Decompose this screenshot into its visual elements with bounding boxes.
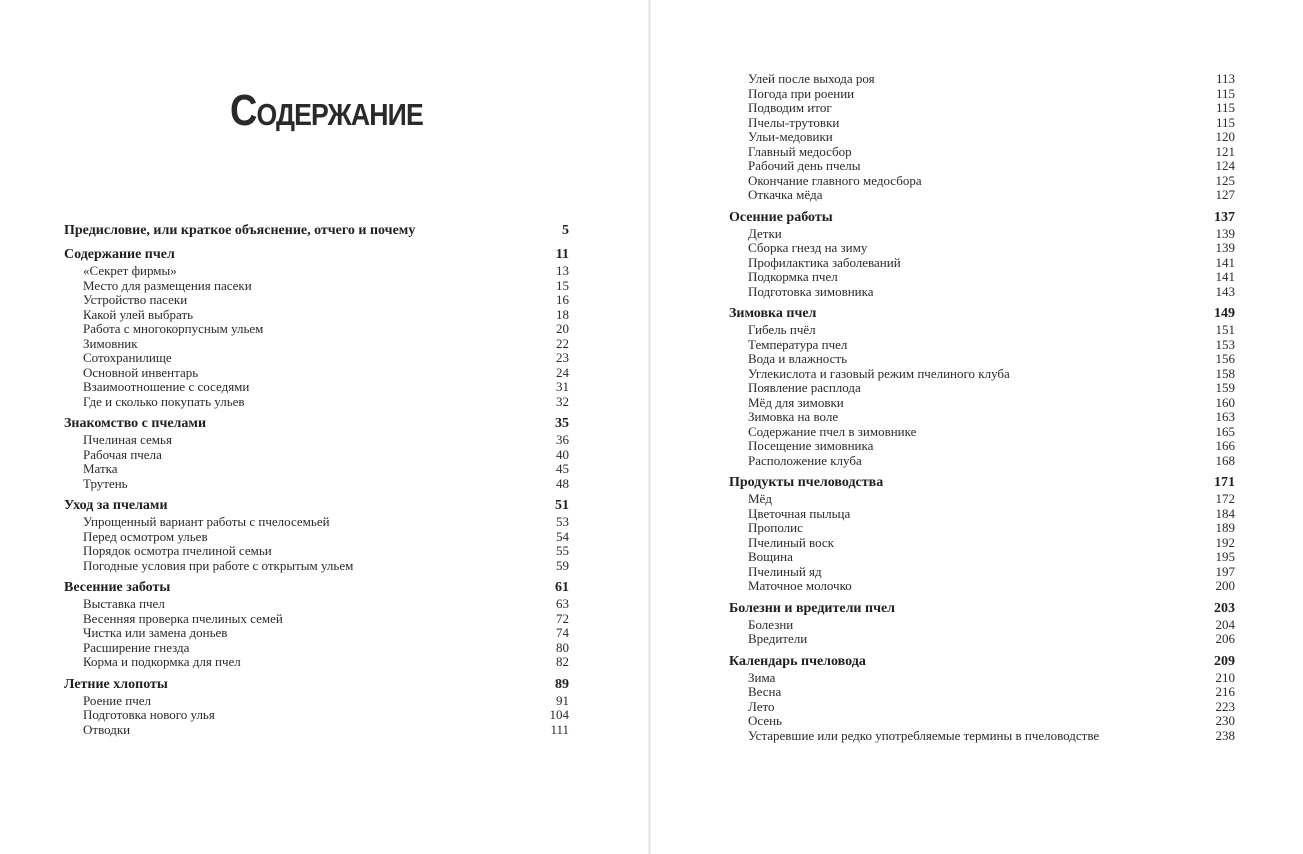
entry-page-number: 32 [556,393,569,409]
entry-title: Пчелиный воск [748,534,834,550]
toc-entry [64,462,569,477]
entry-page-number: 113 [1215,71,1235,86]
toc-entry [729,188,1235,203]
toc-entry [729,159,1235,174]
entry-title: Подкормка пчел [748,269,838,284]
toc-entry [729,72,1235,87]
chapter-title: Содержание пчел [64,247,175,262]
toc-entry [729,671,1235,686]
entry-page-number: 23 [556,350,569,365]
entry-page-number: 204 [1215,616,1235,632]
toc-section [729,474,1235,594]
toc-entry [729,579,1235,594]
entry-title: Подготовка нового улья [83,707,215,722]
entry-page-number: 54 [556,528,569,544]
entry-page-number: 163 [1215,409,1235,424]
entry-page-number: 74 [556,625,569,640]
toc-chapter [729,600,1235,618]
toc-chapter [64,497,569,515]
toc-entry [64,366,569,381]
entry-page-number: 31 [556,379,569,394]
toc-entry [729,130,1235,145]
entry-title: Расположение клуба [748,452,862,468]
entry-page-number: 13 [556,263,569,278]
entry-page-number: 165 [1215,423,1235,439]
toc-entry [729,536,1235,551]
entry-title: Матка [83,461,118,476]
chapter-page-number: 89 [555,676,569,692]
toc-entry [729,241,1235,256]
toc-entry [729,87,1235,102]
chapter-page-number: 11 [555,247,569,262]
entry-page-number: 53 [556,514,569,529]
entry-title: Детки [748,225,782,241]
toc-entry [729,227,1235,242]
entry-title: Порядок осмотра пчелиной семьи [83,543,272,558]
entry-page-number: 216 [1215,684,1235,699]
toc-entry [64,626,569,641]
toc-entry [729,454,1235,469]
toc-entry [64,308,569,323]
entry-title: Температура пчел [748,336,848,352]
chapter-page-number: 203 [1214,600,1235,616]
toc-entry [729,425,1235,440]
chapter-title: Болезни и вредители пчел [729,600,896,616]
entry-title: Зимовник [83,335,138,351]
toc-section [64,676,569,738]
entry-page-number: 124 [1215,158,1235,173]
entry-title: Трутень [83,475,128,491]
toc-entry [729,352,1235,367]
entry-title: Гибель пчёл [748,322,816,337]
entry-title: Посещение зимовника [748,438,874,453]
toc-entry [729,323,1235,338]
toc-entry [729,381,1235,396]
entry-title: Корма и подкормка для пчел [83,654,241,669]
entry-title: Улей после выхода роя [748,71,875,86]
entry-title: Вода и влажность [748,351,848,366]
entry-page-number: 156 [1215,351,1235,366]
entry-title: Появление расплода [748,380,861,395]
toc-entry [729,550,1235,565]
entry-page-number: 40 [556,446,569,462]
toc-entry [729,714,1235,729]
entry-title: Пчелиная семья [83,432,172,447]
entry-title: Вощина [748,549,793,564]
entry-title: Подготовка зимовника [748,283,874,299]
chapter-title: Летние хлопоты [64,676,168,692]
entry-title: Весна [748,684,782,699]
entry-title: Чистка или замена доньев [83,625,228,640]
toc-entry [729,145,1235,160]
entry-page-number: 153 [1215,336,1235,352]
entry-title: Осень [748,713,782,728]
entry-title: Ульи-медовики [748,129,833,144]
chapter-page-number: 35 [555,416,569,431]
toc-section [729,305,1235,468]
entry-page-number: 168 [1215,452,1235,468]
entry-title: Сборка гнезд на зиму [748,240,868,255]
chapter-page-number: 5 [562,223,569,238]
chapter-page-number: 61 [555,580,569,595]
toc-chapter [64,579,569,597]
entry-title: Рабочая пчела [83,446,162,462]
toc-entry [729,174,1235,189]
toc-entry [64,515,569,530]
chapter-title: Продукты пчеловодства [729,475,884,490]
entry-page-number: 159 [1215,380,1235,395]
entry-page-number: 80 [556,639,569,655]
toc-right-column [729,72,1235,749]
entry-page-number: 166 [1215,438,1235,453]
toc-entry [729,285,1235,300]
chapter-title: Уход за пчелами [64,498,168,513]
toc-entry [64,641,569,656]
entry-page-number: 18 [556,306,569,322]
toc-entry [729,632,1235,647]
entry-title: Весенняя проверка пчелиных семей [83,610,283,626]
entry-title: Зима [748,669,776,685]
entry-title: Место для размещения пасеки [83,277,252,293]
entry-title: Рабочий день пчелы [748,158,861,173]
entry-page-number: 127 [1215,187,1235,202]
toc-chapter [729,653,1235,671]
page-gutter [648,0,651,854]
toc-entry [64,597,569,612]
entry-title: Главный медосбор [748,143,852,159]
entry-title: Подводим итог [748,100,832,115]
toc-entry [64,322,569,337]
entry-title: Углекислота и газовый режим пчелиного клуба [748,365,1010,381]
toc-entry [729,396,1235,411]
toc-entry [64,395,569,410]
entry-page-number: 63 [556,596,569,611]
entry-title: Основной инвентарь [83,364,199,380]
entry-page-number: 192 [1215,534,1235,550]
toc-entry [729,367,1235,382]
toc-chapter [729,474,1235,492]
entry-page-number: 55 [556,543,569,558]
toc-entry [64,544,569,559]
entry-page-number: 20 [556,321,569,336]
entry-page-number: 59 [556,557,569,573]
entry-page-number: 24 [556,364,569,380]
entry-page-number: 104 [549,707,569,722]
toc-chapter [729,305,1235,323]
entry-page-number: 121 [1215,143,1235,159]
entry-page-number: 82 [556,654,569,669]
entry-page-number: 141 [1215,254,1235,270]
entry-page-number: 200 [1215,578,1235,593]
entry-title: «Секрет фирмы» [83,263,177,278]
toc-entry [64,694,569,709]
toc-entry [64,279,569,294]
chapter-page-number: 209 [1214,653,1235,669]
entry-page-number: 125 [1215,172,1235,188]
toc-entry [64,433,569,448]
chapter-page-number: 149 [1214,306,1235,321]
entry-title: Содержание пчел в зимовнике [748,423,917,439]
entry-title: Работа с многокорпусным ульем [83,321,264,336]
toc-entry [64,723,569,738]
entry-page-number: 184 [1215,505,1235,521]
entry-page-number: 115 [1215,100,1235,115]
toc-entry [64,448,569,463]
chapter-title: Весенние заботы [64,580,171,595]
toc-chapter [64,222,569,240]
toc-entry [64,655,569,670]
entry-title: Мёд для зимовки [748,394,844,410]
entry-title: Устройство пасеки [83,292,188,307]
entry-page-number: 91 [556,692,569,708]
toc-chapter [64,246,569,264]
entry-title: Перед осмотром ульев [83,528,208,544]
entry-page-number: 172 [1215,491,1235,506]
toc-section [64,246,569,409]
entry-title: Отводки [83,721,131,737]
chapter-title: Осенние работы [729,209,833,225]
entry-page-number: 22 [556,335,569,351]
entry-title: Сотохранилище [83,350,172,365]
entry-title: Мёд [748,491,772,506]
entry-title: Упрощенный вариант работы с пчелосемьей [83,514,330,529]
entry-title: Окончание главного медосбора [748,172,922,188]
chapter-title: Предисловие, или краткое объяснение, отчего и почему [64,223,416,238]
entry-title: Профилактика заболеваний [748,254,901,270]
toc-section [64,579,569,670]
entry-page-number: 15 [556,277,569,293]
toc-entry [64,380,569,395]
entry-page-number: 160 [1215,394,1235,410]
toc-entry [729,492,1235,507]
entry-page-number: 195 [1215,549,1235,564]
entry-title: Вредители [748,631,808,646]
entry-page-number: 151 [1215,322,1235,337]
entry-page-number: 45 [556,461,569,476]
toc-chapter [729,209,1235,227]
toc-entry [729,700,1235,715]
entry-title: Болезни [748,616,794,632]
entry-page-number: 36 [556,432,569,447]
toc-entry [729,338,1235,353]
toc-entry [64,293,569,308]
toc-entry [729,521,1235,536]
entry-title: Маточное молочко [748,578,852,593]
toc-entry [729,565,1235,580]
entry-title: Пчелиный яд [748,563,822,579]
entry-page-number: 230 [1215,713,1235,728]
entry-page-number: 189 [1215,520,1235,535]
entry-page-number: 115 [1215,114,1235,130]
toc-entry [729,729,1235,744]
chapter-title: Знакомство с пчелами [64,416,207,431]
entry-title: Роение пчел [83,692,152,708]
toc-entry [729,618,1235,633]
toc-section [729,72,1235,203]
toc-section [64,497,569,573]
toc-section [729,600,1235,647]
toc-entry [729,410,1235,425]
entry-title: Лето [748,698,775,714]
entry-title: Пчелы-трутовки [748,114,840,130]
toc-entry [64,337,569,352]
entry-page-number: 139 [1215,240,1235,255]
toc-entry [729,116,1235,131]
entry-title: Откачка мёда [748,187,823,202]
toc-section [64,415,569,491]
toc-entry [729,507,1235,522]
toc-entry [729,439,1235,454]
entry-title: Цветочная пыльца [748,505,851,521]
entry-page-number: 206 [1215,631,1235,646]
page-title: Содержание [230,86,423,135]
toc-left-column [64,222,569,743]
entry-page-number: 111 [550,721,569,737]
entry-title: Зимовка на воле [748,409,839,424]
entry-page-number: 143 [1215,283,1235,299]
entry-title: Где и сколько покупать ульев [83,393,245,409]
entry-page-number: 238 [1215,727,1235,743]
entry-page-number: 210 [1215,669,1235,685]
chapter-page-number: 137 [1214,209,1235,225]
chapter-page-number: 51 [555,498,569,513]
entry-title: Прополис [748,520,803,535]
entry-page-number: 16 [556,292,569,307]
toc-entry [729,685,1235,700]
entry-title: Погодные условия при работе с открытым ульем [83,557,354,573]
entry-page-number: 120 [1215,129,1235,144]
chapter-title: Календарь пчеловода [729,653,866,669]
entry-title: Устаревшие или редко употребляемые термины в пчеловодстве [748,727,1100,743]
entry-title: Погода при роении [748,85,855,101]
entry-page-number: 48 [556,475,569,491]
toc-section [729,209,1235,300]
chapter-page-number: 171 [1214,475,1235,490]
toc-entry [729,101,1235,116]
entry-page-number: 139 [1215,225,1235,241]
entry-page-number: 158 [1215,365,1235,381]
toc-entry [64,351,569,366]
entry-title: Взаимоотношение с соседями [83,379,250,394]
toc-chapter [64,415,569,433]
entry-page-number: 141 [1215,269,1235,284]
toc-entry [64,477,569,492]
entry-title: Какой улей выбрать [83,306,194,322]
entry-page-number: 223 [1215,698,1235,714]
toc-entry [729,270,1235,285]
toc-section [729,653,1235,744]
chapter-title: Зимовка пчел [729,306,817,321]
entry-page-number: 115 [1215,85,1235,101]
toc-entry [64,559,569,574]
toc-entry [64,530,569,545]
entry-page-number: 72 [556,610,569,626]
toc-chapter [64,676,569,694]
entry-page-number: 197 [1215,563,1235,579]
toc-section [64,222,569,240]
toc-entry [64,612,569,627]
entry-title: Расширение гнезда [83,639,190,655]
entry-title: Выставка пчел [83,596,165,611]
toc-entry [729,256,1235,271]
toc-entry [64,264,569,279]
toc-entry [64,708,569,723]
